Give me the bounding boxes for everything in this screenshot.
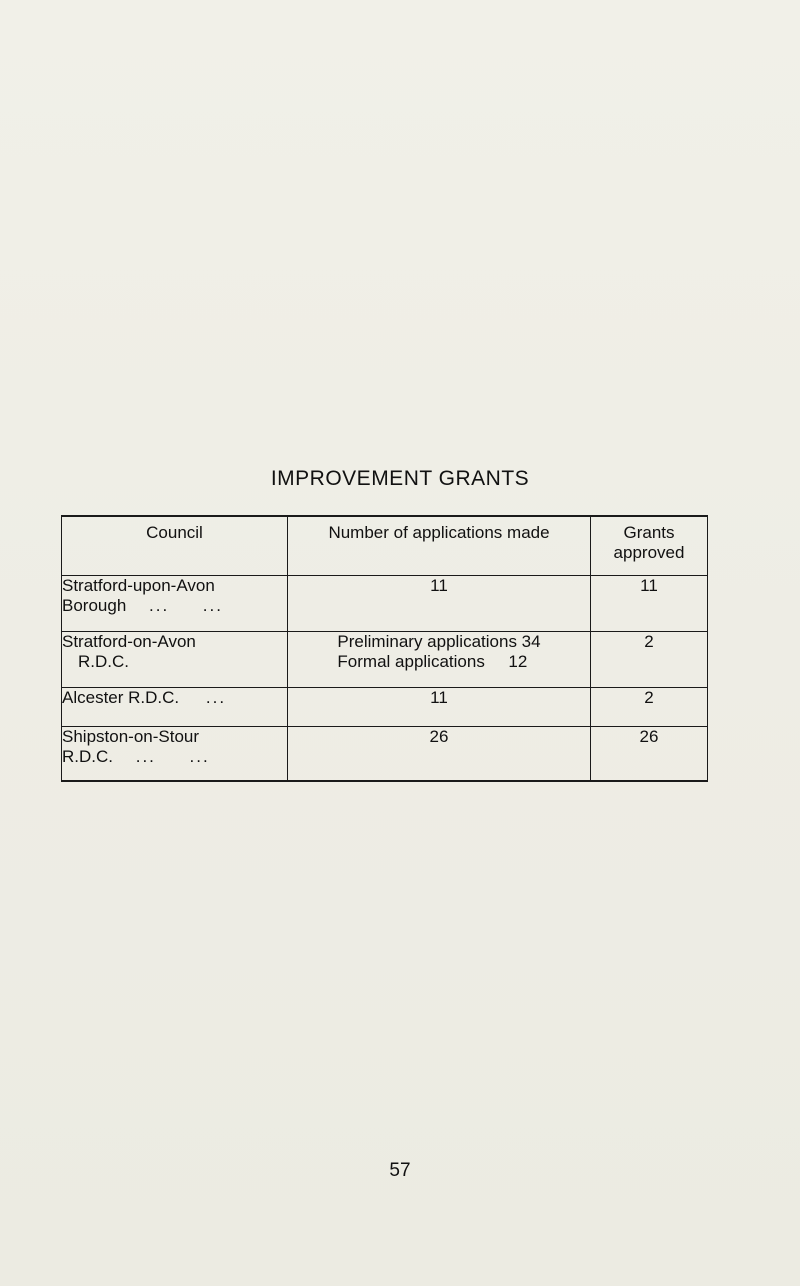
table-row: [62, 576, 708, 632]
council-name-line2: R.D.C.: [78, 652, 129, 671]
table-header-row: [62, 516, 708, 576]
applications-value: 26: [429, 727, 449, 746]
header-council: [62, 516, 288, 576]
header-council-label: Council: [146, 523, 203, 542]
applications-value: 11: [430, 576, 448, 595]
leader-dots: ... ...: [135, 747, 210, 766]
grants-cell: [591, 727, 708, 782]
header-grants-label-line2: approved: [613, 543, 685, 562]
table-row: [62, 688, 708, 727]
applications-cell: [288, 688, 591, 727]
council-cell: [62, 576, 288, 632]
council-cell: [62, 688, 288, 727]
header-applications: [288, 516, 591, 576]
applications-value: 11: [430, 688, 448, 707]
grants-value: 2: [644, 688, 654, 707]
council-name-line2: R.D.C.: [62, 747, 113, 766]
grants-value: 26: [639, 727, 659, 746]
header-applications-label: Number of applications made: [328, 523, 550, 542]
grants-cell: [591, 576, 708, 632]
council-name-line1: Stratford-upon-Avon: [62, 576, 215, 595]
table-row: [62, 632, 708, 688]
applications-cell: [288, 632, 591, 688]
leader-dots: ...: [205, 688, 227, 707]
applications-formal: Formal applications 12: [337, 652, 528, 671]
header-grants-label-line1: Grants: [623, 523, 675, 542]
grants-cell: [591, 632, 708, 688]
table-row: [62, 727, 708, 782]
council-cell: [62, 632, 288, 688]
council-name-line1: Stratford-on-Avon: [62, 632, 196, 651]
page-title: IMPROVEMENT GRANTS: [270, 467, 530, 490]
council-cell: [62, 727, 288, 782]
grants-value: 11: [640, 576, 658, 595]
applications-cell: [288, 576, 591, 632]
council-name-line1: Alcester R.D.C.: [62, 688, 180, 707]
page-number: 57: [389, 1160, 411, 1181]
leader-dots: ... ...: [149, 596, 223, 615]
grants-cell: [591, 688, 708, 727]
grants-value: 2: [644, 632, 654, 651]
council-name-line2: Borough: [62, 596, 127, 615]
improvement-grants-table: [61, 515, 708, 782]
applications-cell: [288, 727, 591, 782]
header-grants: [591, 516, 708, 576]
council-name-line1: Shipston-on-Stour: [62, 727, 200, 746]
applications-preliminary: Preliminary applications 34: [337, 632, 541, 651]
